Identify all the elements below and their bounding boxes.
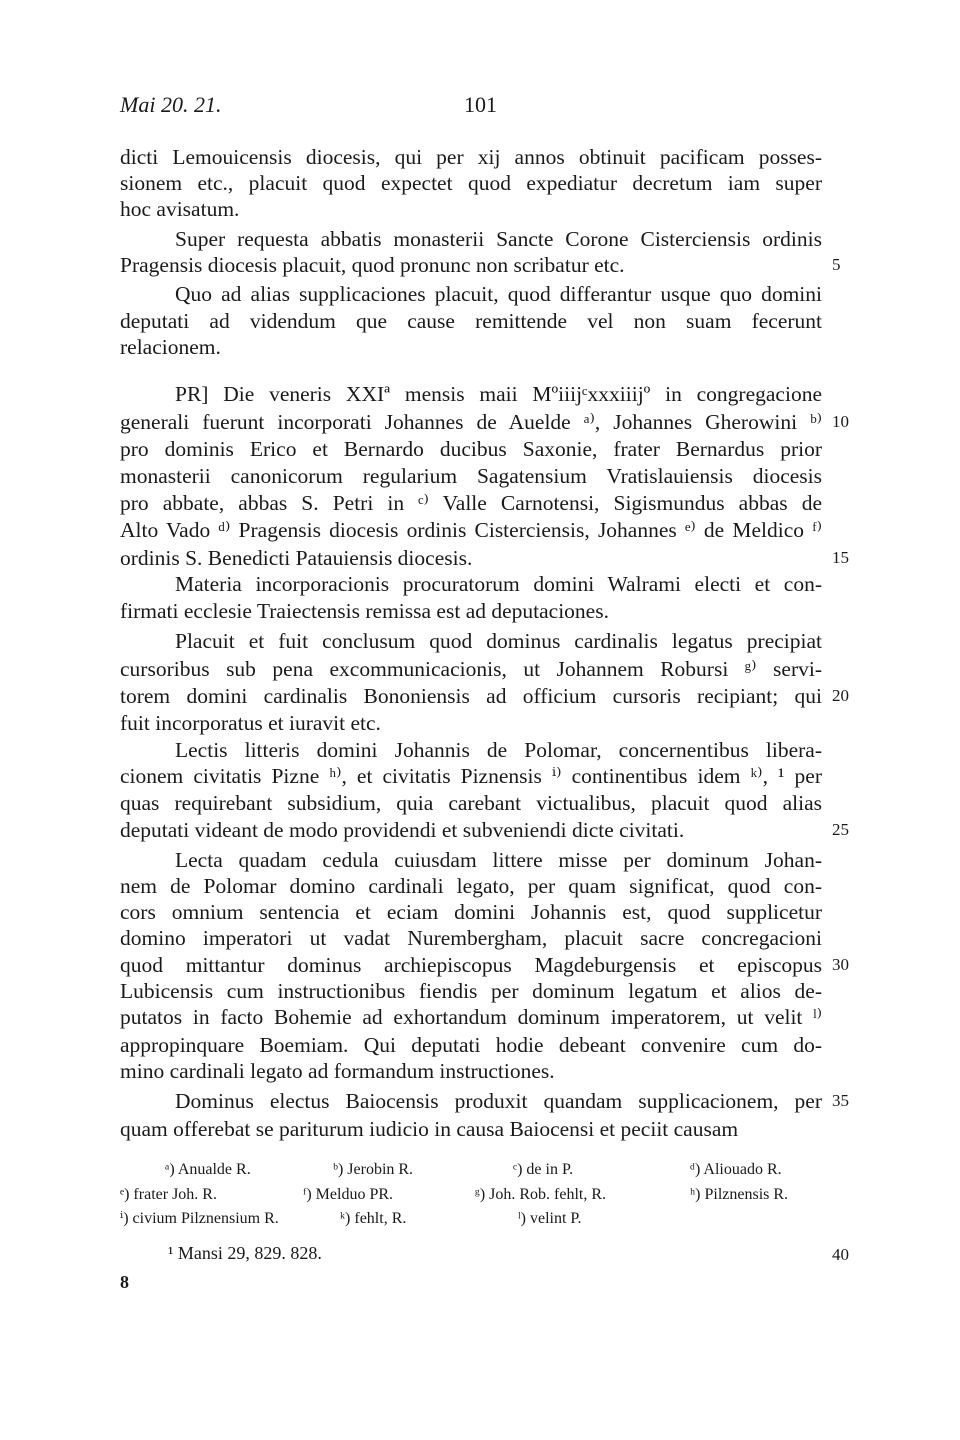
line-number: 40 [832,1245,849,1264]
text-line: dicti Lemouicensis diocesis, qui per xij annos obtinuit pacificam posses- [120,145,822,169]
line-number: 15 [832,548,849,567]
text-line: deputati ad videndum que cause remittende vel non suam fecerunt [120,309,822,333]
text-line: torem domini cardinalis Bononiensis ad officium cursoris recipiant; qui [120,684,822,708]
text-line: Lecta quadam cedula cuiusdam littere misse per dominum Johan- [175,848,822,872]
footnote-item: ᵏ) fehlt, R. [340,1210,407,1227]
text-line: ordinis S. Benedicti Patauiensis diocesis. [120,546,473,570]
line-number: 35 [832,1091,849,1110]
signature-mark: 8 [120,1272,129,1292]
text-line: quas requirebant subsidium, quia carebant victualibus, placuit quod alias [120,791,822,815]
text-line: firmati ecclesie Traiectensis remissa est ad deputaciones. [120,599,609,623]
text-line: quam offerebat se pariturum iudicio in causa Baiocensi et peciit causam [120,1117,739,1141]
text-line: monasterii canonicorum regularium Sagatensium Vratislauiensis diocesis [120,464,822,488]
footnote-item: ᵈ) Aliouado R. [690,1161,782,1178]
text-line: pro abbate, abbas S. Petri in ᶜ⁾ Valle Carnotensi, Sigismundus abbas de [120,491,822,515]
line-number: 25 [832,820,849,839]
text-line: mino cardinali legato ad formandum instructiones. [120,1059,555,1083]
text-line: generali fuerunt incorporati Johannes de Auelde ᵃ⁾, Johannes Gherowini ᵇ⁾ [120,410,822,434]
page-number: 101 [464,92,497,117]
text-line: Lubicensis cum instructionibus fiendis per dominum legatum et alios de- [120,979,822,1003]
line-number: 30 [832,955,849,974]
footnote-item: ᵍ) Joh. Rob. fehlt, R. [475,1186,607,1203]
text-line: Lectis litteris domini Johannis de Polomar, concernentibus libera- [175,738,822,762]
text-line: cursoribus sub pena excommunicacionis, ut Johannem Robursi ᵍ⁾ servi- [120,657,822,681]
footnote-item: ⁱ) civium Pilznensium R. [120,1210,279,1227]
line-number: 20 [832,686,849,705]
running-head-date: Mai 20. 21. [120,92,222,117]
text-line: Dominus electus Baiocensis produxit quandam supplicacionem, per [175,1089,822,1113]
text-line: hoc avisatum. [120,197,240,221]
footnote-item: ᶜ) de in P. [513,1161,574,1178]
reference-footnote: ¹ Mansi 29, 829. 828. [168,1243,322,1263]
text-line: pro dominis Erico et Bernardo ducibus Saxonie, frater Bernardus prior [120,437,822,461]
text-line: Quo ad alias supplicaciones placuit, quod differantur usque quo domini [175,282,822,306]
footnote-item: ʰ) Pilznensis R. [690,1186,789,1203]
text-line: PR] Die veneris XXIª mensis maii Mºiiijᶜxxxiiijº in congregacione [175,382,822,406]
line-number: 5 [832,255,841,274]
text-line: Super requesta abbatis monasterii Sancte Corone Cisterciensis ordinis [175,227,822,251]
text-line: Materia incorporacionis procuratorum domini Walrami electi et con- [175,572,822,596]
text-line: appropinquare Boemiam. Qui deputati hodie debeant convenire cum do- [120,1033,822,1057]
line-number: 10 [832,412,849,431]
text-line: sionem etc., placuit quod expectet quod expediatur decretum iam super [120,171,822,195]
text-line: Pragensis diocesis placuit, quod pronunc non scribatur etc. [120,253,625,277]
footnote-item: ᵇ) Jerobin R. [333,1161,414,1178]
text-line: Placuit et fuit conclusum quod dominus cardinalis legatus precipiat [175,629,822,653]
text-line: cionem civitatis Pizne ʰ⁾, et civitatis Piznensis ⁱ⁾ continentibus idem ᵏ⁾, ¹ per [120,764,822,788]
text-line: cors omnium sentencia et eciam domini Johannis est, quod supplicetur [120,900,822,924]
text-line: relacionem. [120,335,221,359]
text-line: quod mittantur dominus archiepiscopus Magdeburgensis et episcopus [120,953,822,977]
text-line: Alto Vado ᵈ⁾ Pragensis diocesis ordinis Cisterciensis, Johannes ᵉ⁾ de Meldico ᶠ⁾ [120,518,822,542]
footnote-item: ˡ) velint P. [518,1210,582,1227]
text-line: fuit incorporatus et iuravit etc. [120,711,381,735]
footnote-item: ᶠ) Melduo PR. [303,1186,394,1203]
text-line: domino imperatori ut vadat Nurembergham, placuit sacre concregacioni [120,926,822,950]
footnote-item: ᵃ) Anualde R. [165,1161,251,1178]
text-line: putatos in facto Bohemie ad exhortandum dominum imperatorem, ut velit ˡ⁾ [120,1005,822,1029]
footnote-item: ᵉ) frater Joh. R. [120,1186,217,1203]
text-line: nem de Polomar domino cardinali legato, per quam significat, quod con- [120,874,822,898]
text-line: deputati videant de modo providendi et subveniendi dicte civitati. [120,818,685,842]
